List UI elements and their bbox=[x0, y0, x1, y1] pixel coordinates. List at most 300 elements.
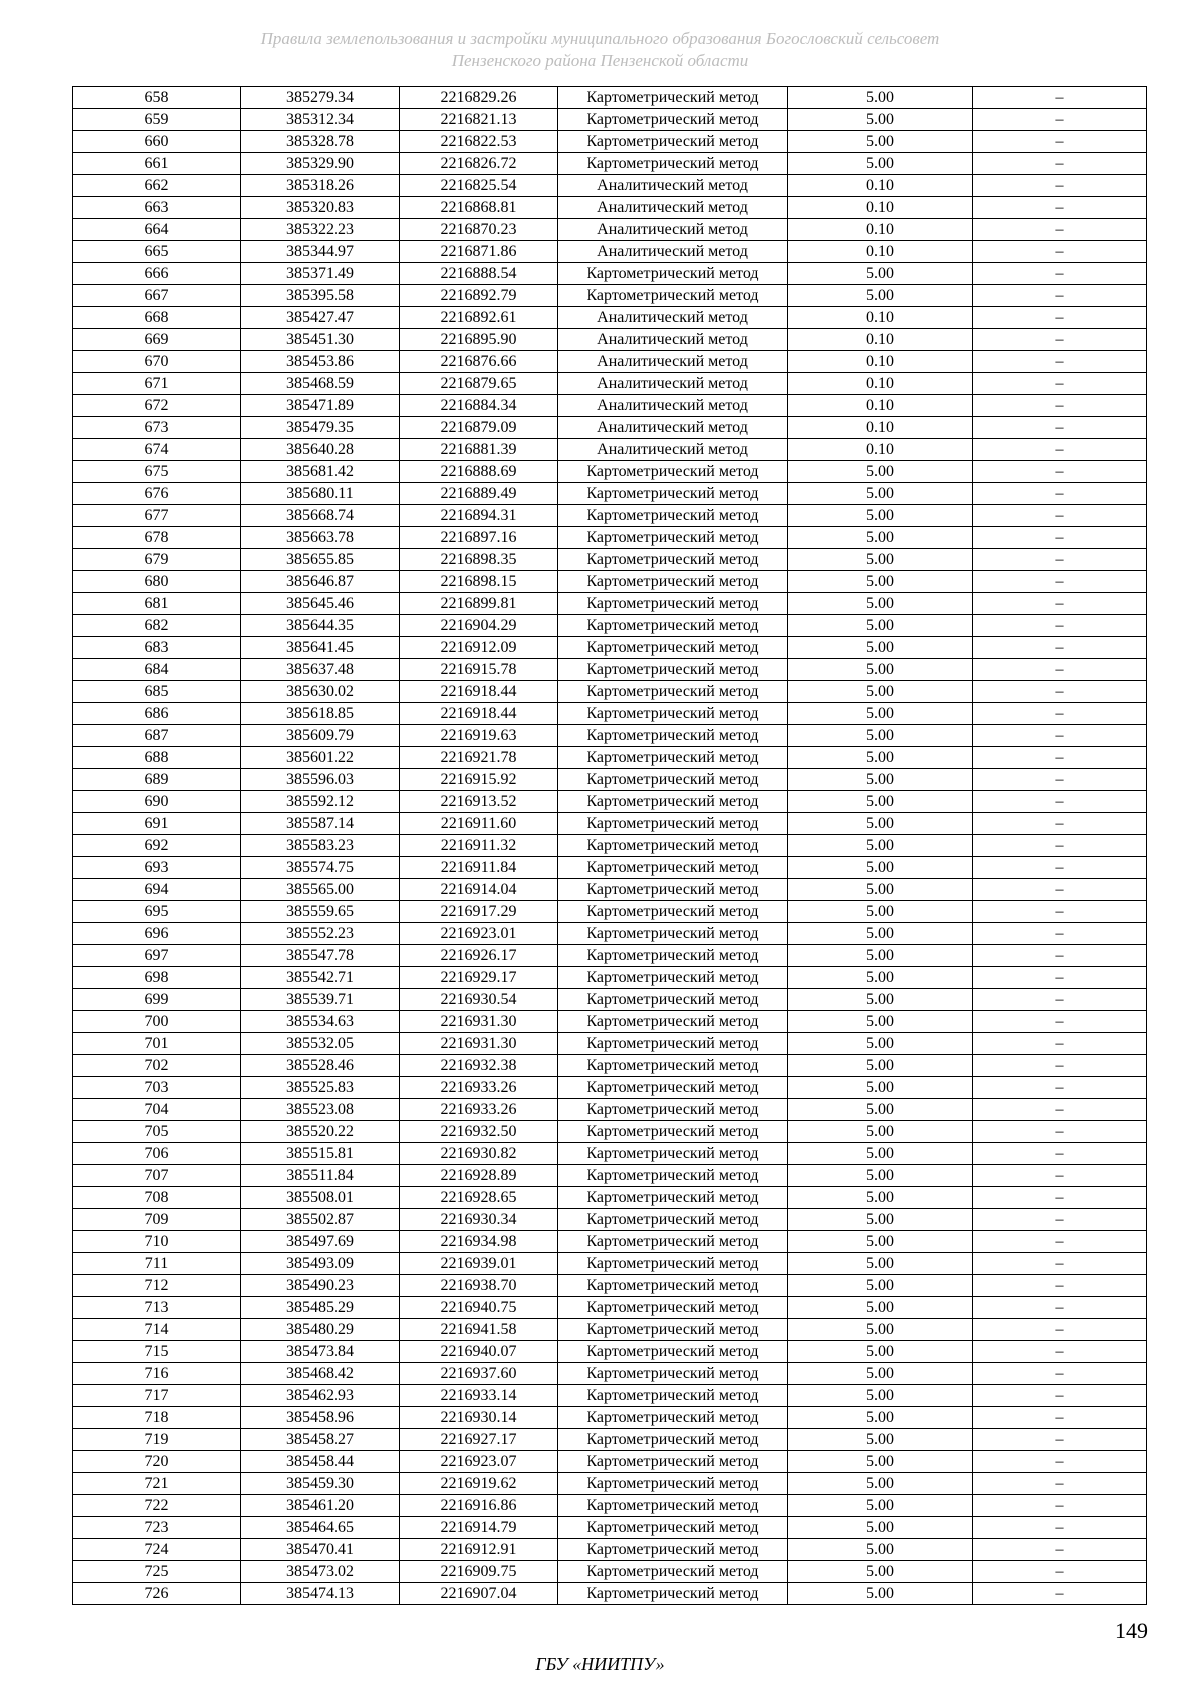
point-number-cell: 711 bbox=[73, 1253, 241, 1275]
method-cell: Картометрический метод bbox=[558, 1407, 788, 1429]
method-cell: Картометрический метод bbox=[558, 1473, 788, 1495]
x-coordinate-cell: 385641.45 bbox=[241, 637, 400, 659]
point-number-cell: 696 bbox=[73, 923, 241, 945]
y-coordinate-cell: 2216933.14 bbox=[400, 1385, 558, 1407]
y-coordinate-cell: 2216921.78 bbox=[400, 747, 558, 769]
y-coordinate-cell: 2216892.61 bbox=[400, 307, 558, 329]
note-cell: – bbox=[973, 615, 1147, 637]
note-cell: – bbox=[973, 1275, 1147, 1297]
note-cell: – bbox=[973, 1407, 1147, 1429]
accuracy-cell: 0.10 bbox=[788, 439, 973, 461]
note-cell: – bbox=[973, 1539, 1147, 1561]
method-cell: Аналитический метод bbox=[558, 373, 788, 395]
y-coordinate-cell: 2216917.29 bbox=[400, 901, 558, 923]
note-cell: – bbox=[973, 571, 1147, 593]
table-row bbox=[73, 1583, 1147, 1605]
table-row bbox=[73, 593, 1147, 615]
x-coordinate-cell: 385618.85 bbox=[241, 703, 400, 725]
method-cell: Аналитический метод bbox=[558, 241, 788, 263]
note-cell: – bbox=[973, 1319, 1147, 1341]
table-row bbox=[73, 1209, 1147, 1231]
y-coordinate-cell: 2216940.07 bbox=[400, 1341, 558, 1363]
method-cell: Картометрический метод bbox=[558, 1055, 788, 1077]
point-number-cell: 686 bbox=[73, 703, 241, 725]
method-cell: Картометрический метод bbox=[558, 593, 788, 615]
method-cell: Картометрический метод bbox=[558, 87, 788, 109]
y-coordinate-cell: 2216927.17 bbox=[400, 1429, 558, 1451]
accuracy-cell: 5.00 bbox=[788, 483, 973, 505]
x-coordinate-cell: 385668.74 bbox=[241, 505, 400, 527]
method-cell: Картометрический метод bbox=[558, 1539, 788, 1561]
point-number-cell: 698 bbox=[73, 967, 241, 989]
x-coordinate-cell: 385511.84 bbox=[241, 1165, 400, 1187]
x-coordinate-cell: 385493.09 bbox=[241, 1253, 400, 1275]
table-row bbox=[73, 351, 1147, 373]
x-coordinate-cell: 385480.29 bbox=[241, 1319, 400, 1341]
table-row bbox=[73, 1275, 1147, 1297]
table-row bbox=[73, 153, 1147, 175]
note-cell: – bbox=[973, 395, 1147, 417]
method-cell: Картометрический метод bbox=[558, 791, 788, 813]
x-coordinate-cell: 385471.89 bbox=[241, 395, 400, 417]
accuracy-cell: 5.00 bbox=[788, 461, 973, 483]
note-cell: – bbox=[973, 131, 1147, 153]
point-number-cell: 726 bbox=[73, 1583, 241, 1605]
table-row bbox=[73, 1561, 1147, 1583]
note-cell: – bbox=[973, 285, 1147, 307]
note-cell: – bbox=[973, 835, 1147, 857]
table-row bbox=[73, 285, 1147, 307]
point-number-cell: 666 bbox=[73, 263, 241, 285]
x-coordinate-cell: 385547.78 bbox=[241, 945, 400, 967]
accuracy-cell: 5.00 bbox=[788, 153, 973, 175]
x-coordinate-cell: 385609.79 bbox=[241, 725, 400, 747]
accuracy-cell: 5.00 bbox=[788, 1517, 973, 1539]
method-cell: Картометрический метод bbox=[558, 879, 788, 901]
table-row bbox=[73, 131, 1147, 153]
method-cell: Картометрический метод bbox=[558, 549, 788, 571]
table-row bbox=[73, 791, 1147, 813]
table-row bbox=[73, 659, 1147, 681]
x-coordinate-cell: 385640.28 bbox=[241, 439, 400, 461]
x-coordinate-cell: 385395.58 bbox=[241, 285, 400, 307]
table-row bbox=[73, 439, 1147, 461]
point-number-cell: 661 bbox=[73, 153, 241, 175]
method-cell: Картометрический метод bbox=[558, 681, 788, 703]
y-coordinate-cell: 2216898.15 bbox=[400, 571, 558, 593]
accuracy-cell: 5.00 bbox=[788, 1275, 973, 1297]
table-row bbox=[73, 549, 1147, 571]
x-coordinate-cell: 385462.93 bbox=[241, 1385, 400, 1407]
accuracy-cell: 5.00 bbox=[788, 725, 973, 747]
note-cell: – bbox=[973, 505, 1147, 527]
accuracy-cell: 5.00 bbox=[788, 1473, 973, 1495]
method-cell: Картометрический метод bbox=[558, 1385, 788, 1407]
x-coordinate-cell: 385646.87 bbox=[241, 571, 400, 593]
accuracy-cell: 5.00 bbox=[788, 1385, 973, 1407]
y-coordinate-cell: 2216932.38 bbox=[400, 1055, 558, 1077]
table-row bbox=[73, 1451, 1147, 1473]
note-cell: – bbox=[973, 879, 1147, 901]
table-row bbox=[73, 637, 1147, 659]
y-coordinate-cell: 2216912.09 bbox=[400, 637, 558, 659]
note-cell: – bbox=[973, 901, 1147, 923]
method-cell: Картометрический метод bbox=[558, 901, 788, 923]
note-cell: – bbox=[973, 1561, 1147, 1583]
point-number-cell: 680 bbox=[73, 571, 241, 593]
accuracy-cell: 5.00 bbox=[788, 1363, 973, 1385]
y-coordinate-cell: 2216888.54 bbox=[400, 263, 558, 285]
point-number-cell: 695 bbox=[73, 901, 241, 923]
table-row bbox=[73, 681, 1147, 703]
note-cell: – bbox=[973, 1011, 1147, 1033]
y-coordinate-cell: 2216899.81 bbox=[400, 593, 558, 615]
table-row bbox=[73, 1231, 1147, 1253]
accuracy-cell: 5.00 bbox=[788, 527, 973, 549]
x-coordinate-cell: 385663.78 bbox=[241, 527, 400, 549]
table-row bbox=[73, 1253, 1147, 1275]
x-coordinate-cell: 385470.41 bbox=[241, 1539, 400, 1561]
method-cell: Аналитический метод bbox=[558, 175, 788, 197]
point-number-cell: 704 bbox=[73, 1099, 241, 1121]
x-coordinate-cell: 385468.59 bbox=[241, 373, 400, 395]
note-cell: – bbox=[973, 703, 1147, 725]
x-coordinate-cell: 385451.30 bbox=[241, 329, 400, 351]
point-number-cell: 687 bbox=[73, 725, 241, 747]
table-row bbox=[73, 1517, 1147, 1539]
note-cell: – bbox=[973, 1121, 1147, 1143]
accuracy-cell: 5.00 bbox=[788, 505, 973, 527]
accuracy-cell: 5.00 bbox=[788, 945, 973, 967]
y-coordinate-cell: 2216915.92 bbox=[400, 769, 558, 791]
x-coordinate-cell: 385574.75 bbox=[241, 857, 400, 879]
point-number-cell: 658 bbox=[73, 87, 241, 109]
table-row bbox=[73, 615, 1147, 637]
y-coordinate-cell: 2216888.69 bbox=[400, 461, 558, 483]
note-cell: – bbox=[973, 1297, 1147, 1319]
point-number-cell: 691 bbox=[73, 813, 241, 835]
point-number-cell: 720 bbox=[73, 1451, 241, 1473]
y-coordinate-cell: 2216822.53 bbox=[400, 131, 558, 153]
note-cell: – bbox=[973, 1385, 1147, 1407]
accuracy-cell: 5.00 bbox=[788, 109, 973, 131]
table-row bbox=[73, 1473, 1147, 1495]
x-coordinate-cell: 385583.23 bbox=[241, 835, 400, 857]
accuracy-cell: 5.00 bbox=[788, 1429, 973, 1451]
method-cell: Картометрический метод bbox=[558, 703, 788, 725]
table-row bbox=[73, 1341, 1147, 1363]
method-cell: Картометрический метод bbox=[558, 1231, 788, 1253]
point-number-cell: 708 bbox=[73, 1187, 241, 1209]
x-coordinate-cell: 385464.65 bbox=[241, 1517, 400, 1539]
accuracy-cell: 5.00 bbox=[788, 1011, 973, 1033]
method-cell: Картометрический метод bbox=[558, 1209, 788, 1231]
note-cell: – bbox=[973, 857, 1147, 879]
x-coordinate-cell: 385552.23 bbox=[241, 923, 400, 945]
x-coordinate-cell: 385592.12 bbox=[241, 791, 400, 813]
method-cell: Картометрический метод bbox=[558, 1451, 788, 1473]
accuracy-cell: 5.00 bbox=[788, 1407, 973, 1429]
y-coordinate-cell: 2216929.17 bbox=[400, 967, 558, 989]
x-coordinate-cell: 385318.26 bbox=[241, 175, 400, 197]
point-number-cell: 675 bbox=[73, 461, 241, 483]
table-row bbox=[73, 1429, 1147, 1451]
table-row bbox=[73, 879, 1147, 901]
y-coordinate-cell: 2216897.16 bbox=[400, 527, 558, 549]
x-coordinate-cell: 385461.20 bbox=[241, 1495, 400, 1517]
note-cell: – bbox=[973, 351, 1147, 373]
x-coordinate-cell: 385485.29 bbox=[241, 1297, 400, 1319]
table-row bbox=[73, 1495, 1147, 1517]
accuracy-cell: 0.10 bbox=[788, 307, 973, 329]
point-number-cell: 692 bbox=[73, 835, 241, 857]
note-cell: – bbox=[973, 1341, 1147, 1363]
point-number-cell: 719 bbox=[73, 1429, 241, 1451]
y-coordinate-cell: 2216923.01 bbox=[400, 923, 558, 945]
accuracy-cell: 5.00 bbox=[788, 857, 973, 879]
method-cell: Картометрический метод bbox=[558, 1143, 788, 1165]
method-cell: Аналитический метод bbox=[558, 197, 788, 219]
point-number-cell: 701 bbox=[73, 1033, 241, 1055]
header-line-2: Пензенского района Пензенской области bbox=[451, 51, 749, 70]
accuracy-cell: 5.00 bbox=[788, 1319, 973, 1341]
table-row bbox=[73, 373, 1147, 395]
point-number-cell: 723 bbox=[73, 1517, 241, 1539]
point-number-cell: 718 bbox=[73, 1407, 241, 1429]
y-coordinate-cell: 2216941.58 bbox=[400, 1319, 558, 1341]
accuracy-cell: 5.00 bbox=[788, 879, 973, 901]
method-cell: Картометрический метод bbox=[558, 1121, 788, 1143]
x-coordinate-cell: 385490.23 bbox=[241, 1275, 400, 1297]
accuracy-cell: 5.00 bbox=[788, 659, 973, 681]
method-cell: Аналитический метод bbox=[558, 395, 788, 417]
point-number-cell: 668 bbox=[73, 307, 241, 329]
table-row bbox=[73, 989, 1147, 1011]
note-cell: – bbox=[973, 1495, 1147, 1517]
point-number-cell: 670 bbox=[73, 351, 241, 373]
accuracy-cell: 5.00 bbox=[788, 747, 973, 769]
accuracy-cell: 5.00 bbox=[788, 769, 973, 791]
point-number-cell: 702 bbox=[73, 1055, 241, 1077]
y-coordinate-cell: 2216911.84 bbox=[400, 857, 558, 879]
table-row bbox=[73, 263, 1147, 285]
accuracy-cell: 5.00 bbox=[788, 1253, 973, 1275]
accuracy-cell: 5.00 bbox=[788, 549, 973, 571]
y-coordinate-cell: 2216871.86 bbox=[400, 241, 558, 263]
y-coordinate-cell: 2216914.79 bbox=[400, 1517, 558, 1539]
coordinates-table-body bbox=[73, 87, 1147, 1605]
table-row bbox=[73, 857, 1147, 879]
note-cell: – bbox=[973, 967, 1147, 989]
y-coordinate-cell: 2216884.34 bbox=[400, 395, 558, 417]
accuracy-cell: 0.10 bbox=[788, 175, 973, 197]
accuracy-cell: 5.00 bbox=[788, 1231, 973, 1253]
y-coordinate-cell: 2216825.54 bbox=[400, 175, 558, 197]
x-coordinate-cell: 385525.83 bbox=[241, 1077, 400, 1099]
x-coordinate-cell: 385596.03 bbox=[241, 769, 400, 791]
note-cell: – bbox=[973, 1451, 1147, 1473]
note-cell: – bbox=[973, 1231, 1147, 1253]
point-number-cell: 705 bbox=[73, 1121, 241, 1143]
accuracy-cell: 5.00 bbox=[788, 1341, 973, 1363]
note-cell: – bbox=[973, 813, 1147, 835]
x-coordinate-cell: 385542.71 bbox=[241, 967, 400, 989]
table-row bbox=[73, 1011, 1147, 1033]
method-cell: Аналитический метод bbox=[558, 417, 788, 439]
method-cell: Картометрический метод bbox=[558, 967, 788, 989]
method-cell: Картометрический метод bbox=[558, 1099, 788, 1121]
accuracy-cell: 5.00 bbox=[788, 1539, 973, 1561]
point-number-cell: 716 bbox=[73, 1363, 241, 1385]
accuracy-cell: 5.00 bbox=[788, 1209, 973, 1231]
x-coordinate-cell: 385539.71 bbox=[241, 989, 400, 1011]
y-coordinate-cell: 2216928.89 bbox=[400, 1165, 558, 1187]
coordinates-table bbox=[72, 86, 1147, 1605]
point-number-cell: 673 bbox=[73, 417, 241, 439]
y-coordinate-cell: 2216937.60 bbox=[400, 1363, 558, 1385]
accuracy-cell: 5.00 bbox=[788, 615, 973, 637]
x-coordinate-cell: 385328.78 bbox=[241, 131, 400, 153]
x-coordinate-cell: 385473.84 bbox=[241, 1341, 400, 1363]
accuracy-cell: 5.00 bbox=[788, 1077, 973, 1099]
point-number-cell: 706 bbox=[73, 1143, 241, 1165]
note-cell: – bbox=[973, 681, 1147, 703]
point-number-cell: 724 bbox=[73, 1539, 241, 1561]
x-coordinate-cell: 385279.34 bbox=[241, 87, 400, 109]
y-coordinate-cell: 2216930.54 bbox=[400, 989, 558, 1011]
point-number-cell: 669 bbox=[73, 329, 241, 351]
method-cell: Картометрический метод bbox=[558, 1341, 788, 1363]
method-cell: Картометрический метод bbox=[558, 153, 788, 175]
table-row bbox=[73, 901, 1147, 923]
accuracy-cell: 5.00 bbox=[788, 1495, 973, 1517]
method-cell: Картометрический метод bbox=[558, 1363, 788, 1385]
accuracy-cell: 5.00 bbox=[788, 637, 973, 659]
accuracy-cell: 5.00 bbox=[788, 1561, 973, 1583]
method-cell: Картометрический метод bbox=[558, 615, 788, 637]
y-coordinate-cell: 2216821.13 bbox=[400, 109, 558, 131]
note-cell: – bbox=[973, 1055, 1147, 1077]
y-coordinate-cell: 2216911.32 bbox=[400, 835, 558, 857]
accuracy-cell: 5.00 bbox=[788, 967, 973, 989]
method-cell: Картометрический метод bbox=[558, 1297, 788, 1319]
point-number-cell: 667 bbox=[73, 285, 241, 307]
y-coordinate-cell: 2216913.52 bbox=[400, 791, 558, 813]
table-row bbox=[73, 1099, 1147, 1121]
x-coordinate-cell: 385371.49 bbox=[241, 263, 400, 285]
y-coordinate-cell: 2216931.30 bbox=[400, 1011, 558, 1033]
note-cell: – bbox=[973, 945, 1147, 967]
x-coordinate-cell: 385502.87 bbox=[241, 1209, 400, 1231]
accuracy-cell: 0.10 bbox=[788, 241, 973, 263]
note-cell: – bbox=[973, 637, 1147, 659]
x-coordinate-cell: 385427.47 bbox=[241, 307, 400, 329]
x-coordinate-cell: 385479.35 bbox=[241, 417, 400, 439]
table-row bbox=[73, 395, 1147, 417]
method-cell: Картометрический метод bbox=[558, 1187, 788, 1209]
method-cell: Картометрический метод bbox=[558, 857, 788, 879]
point-number-cell: 664 bbox=[73, 219, 241, 241]
x-coordinate-cell: 385630.02 bbox=[241, 681, 400, 703]
point-number-cell: 703 bbox=[73, 1077, 241, 1099]
y-coordinate-cell: 2216930.82 bbox=[400, 1143, 558, 1165]
table-row bbox=[73, 945, 1147, 967]
x-coordinate-cell: 385645.46 bbox=[241, 593, 400, 615]
point-number-cell: 678 bbox=[73, 527, 241, 549]
method-cell: Картометрический метод bbox=[558, 461, 788, 483]
point-number-cell: 679 bbox=[73, 549, 241, 571]
point-number-cell: 721 bbox=[73, 1473, 241, 1495]
x-coordinate-cell: 385453.86 bbox=[241, 351, 400, 373]
table-row bbox=[73, 1121, 1147, 1143]
method-cell: Картометрический метод bbox=[558, 285, 788, 307]
x-coordinate-cell: 385458.27 bbox=[241, 1429, 400, 1451]
y-coordinate-cell: 2216928.65 bbox=[400, 1187, 558, 1209]
accuracy-cell: 5.00 bbox=[788, 835, 973, 857]
table-row bbox=[73, 1033, 1147, 1055]
point-number-cell: 671 bbox=[73, 373, 241, 395]
note-cell: – bbox=[973, 417, 1147, 439]
y-coordinate-cell: 2216919.63 bbox=[400, 725, 558, 747]
point-number-cell: 685 bbox=[73, 681, 241, 703]
x-coordinate-cell: 385520.22 bbox=[241, 1121, 400, 1143]
point-number-cell: 663 bbox=[73, 197, 241, 219]
method-cell: Картометрический метод bbox=[558, 1011, 788, 1033]
y-coordinate-cell: 2216938.70 bbox=[400, 1275, 558, 1297]
point-number-cell: 682 bbox=[73, 615, 241, 637]
method-cell: Картометрический метод bbox=[558, 1495, 788, 1517]
y-coordinate-cell: 2216904.29 bbox=[400, 615, 558, 637]
method-cell: Картометрический метод bbox=[558, 1561, 788, 1583]
note-cell: – bbox=[973, 527, 1147, 549]
page-number: 149 bbox=[1115, 1618, 1148, 1643]
accuracy-cell: 5.00 bbox=[788, 263, 973, 285]
y-coordinate-cell: 2216933.26 bbox=[400, 1099, 558, 1121]
accuracy-cell: 0.10 bbox=[788, 329, 973, 351]
y-coordinate-cell: 2216930.14 bbox=[400, 1407, 558, 1429]
y-coordinate-cell: 2216911.60 bbox=[400, 813, 558, 835]
table-row bbox=[73, 241, 1147, 263]
table-row bbox=[73, 527, 1147, 549]
y-coordinate-cell: 2216919.62 bbox=[400, 1473, 558, 1495]
point-number-cell: 677 bbox=[73, 505, 241, 527]
point-number-cell: 681 bbox=[73, 593, 241, 615]
y-coordinate-cell: 2216918.44 bbox=[400, 681, 558, 703]
note-cell: – bbox=[973, 725, 1147, 747]
note-cell: – bbox=[973, 263, 1147, 285]
x-coordinate-cell: 385528.46 bbox=[241, 1055, 400, 1077]
table-row bbox=[73, 571, 1147, 593]
point-number-cell: 684 bbox=[73, 659, 241, 681]
x-coordinate-cell: 385587.14 bbox=[241, 813, 400, 835]
x-coordinate-cell: 385655.85 bbox=[241, 549, 400, 571]
table-row bbox=[73, 1297, 1147, 1319]
point-number-cell: 690 bbox=[73, 791, 241, 813]
point-number-cell: 689 bbox=[73, 769, 241, 791]
x-coordinate-cell: 385508.01 bbox=[241, 1187, 400, 1209]
table-row bbox=[73, 329, 1147, 351]
y-coordinate-cell: 2216923.07 bbox=[400, 1451, 558, 1473]
method-cell: Картометрический метод bbox=[558, 1253, 788, 1275]
table-row bbox=[73, 1385, 1147, 1407]
table-row bbox=[73, 505, 1147, 527]
y-coordinate-cell: 2216898.35 bbox=[400, 549, 558, 571]
point-number-cell: 722 bbox=[73, 1495, 241, 1517]
table-row bbox=[73, 769, 1147, 791]
table-row bbox=[73, 1363, 1147, 1385]
table-row bbox=[73, 725, 1147, 747]
method-cell: Картометрический метод bbox=[558, 989, 788, 1011]
